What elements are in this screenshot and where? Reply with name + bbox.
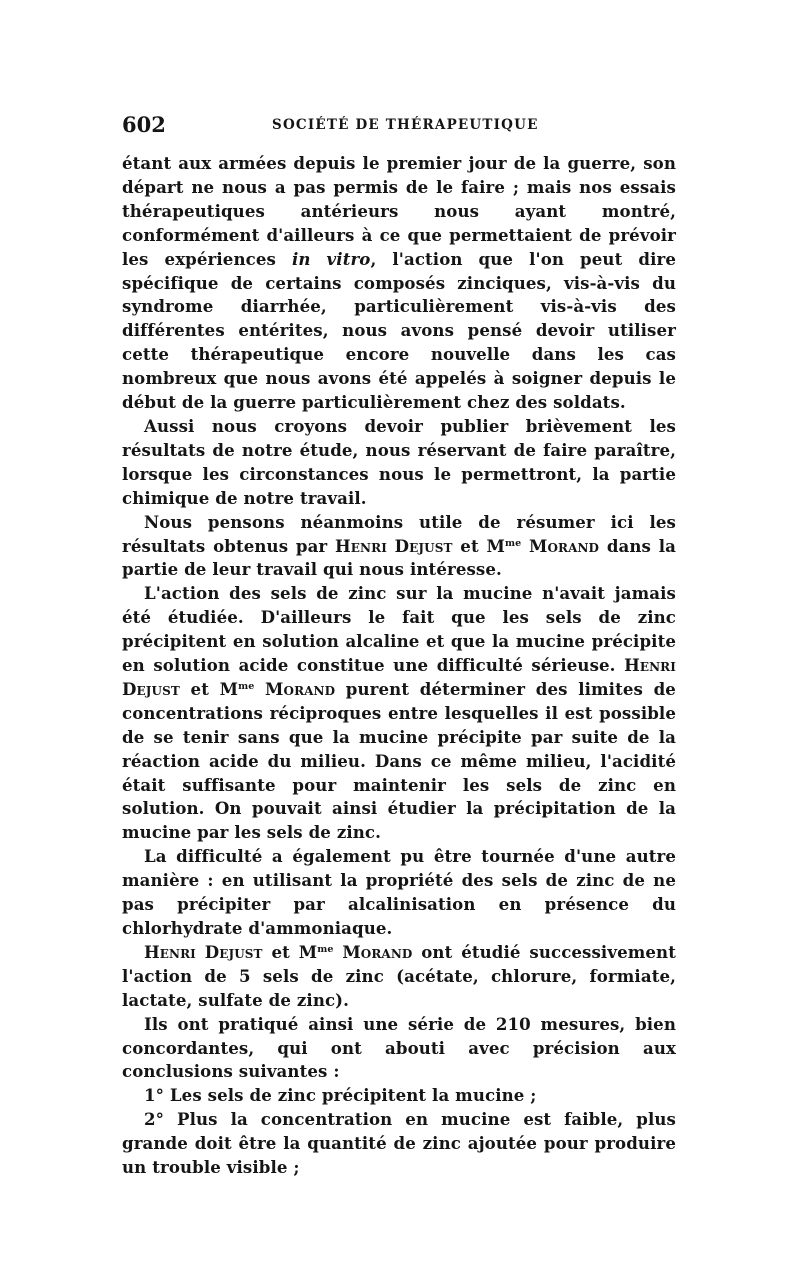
body-text xyxy=(122,152,676,1180)
running-title: SOCIÉTÉ DE THÉRAPEUTIQUE xyxy=(272,117,539,133)
paragraph-5: La difficulté a également pu être tournée d'une autre manière : en utilisant la propriété des sels de zinc de ne pas précipiter par alcalinisation en présence du chlorhydrate d'ammoniaque. xyxy=(122,846,676,938)
paragraph-4: L'action des sels de zinc sur la mucine n'avait jamais été étudiée. D'ailleurs le fait que les sels de zinc précipitent en solution alcaline et que la mucine précipite en solution acide constitue une difficulté sérieuse. Henri Dejust et $M^{me}$ Morand purent déterminer des limites de concentrations réciproques entre lesquelles il est possible de se tenir sans que la mucine précipite par suite de la réaction acide du milieu. Dans ce même milieu, l'acidité était suffisante pour maintenir les sels de zinc en solution. On pouvait ainsi étudier la précipitation de la mucine par les sels de zinc. xyxy=(122,583,676,843)
author-name: Morand xyxy=(342,941,413,962)
paragraph-3: Nous pensons néanmoins utile de résumer ici les résultats obtenus par Henri Dejust et $M^{me}$ Morand dans la partie de leur travail qui nous intéresse. xyxy=(122,511,676,580)
conclusion-1: 1° Les sels de zinc précipitent la mucine ; xyxy=(144,1085,537,1106)
author-name: Henri Dejust xyxy=(144,941,263,962)
paragraph-2: Aussi nous croyons devoir publier brièvement les résultats de notre étude, nous réservant de faire paraître, lorsque les circonstances nous le permettront, la partie chimique de notre travail. xyxy=(122,415,676,508)
author-name: Henri Dejust xyxy=(335,535,453,556)
author-name: Morand xyxy=(265,678,336,699)
author-name: Henri Dejust xyxy=(122,655,676,699)
paragraph-7: Ils ont pratiqué ainsi une série de 210 mesures, bien concordantes, qui ont abouti avec précision aux conclusions suivantes : xyxy=(122,1013,676,1082)
author-name: Morand xyxy=(528,535,600,556)
running-head xyxy=(122,112,676,138)
paragraph-6: Henri Dejust et $M^{me}$ Morand ont étudié successivement l'action de 5 sels de zinc (acétate, chlorure, formiate, lactate, sulfate de zinc). xyxy=(122,941,676,1010)
conclusion-2: 2° Plus la concentration en mucine est faible, plus grande doit être la quantité de zinc ajoutée pour produire un trouble visible ; xyxy=(122,1109,676,1178)
page-number: 602 xyxy=(122,112,166,137)
paragraph-1: étant aux armées depuis le premier jour de la guerre, son départ ne nous a pas permis de le faire ; mais nos essais thérapeutiques antérieurs nous ayant montré, conformément d'ailleurs à ce que permettaient de prévoir les expériences in vitro, l'action que l'on peut dire spécifique de certains composés zinciques, vis-à-vis du syndrome diarrhée, particulièrement vis-à-vis des différentes entérites, nous avons pensé devoir utiliser cette thérapeutique encore nouvelle dans les cas nombreux que nous avons été appelés à soigner depuis le début de la guerre particulièrement chez des soldats. xyxy=(122,153,676,413)
